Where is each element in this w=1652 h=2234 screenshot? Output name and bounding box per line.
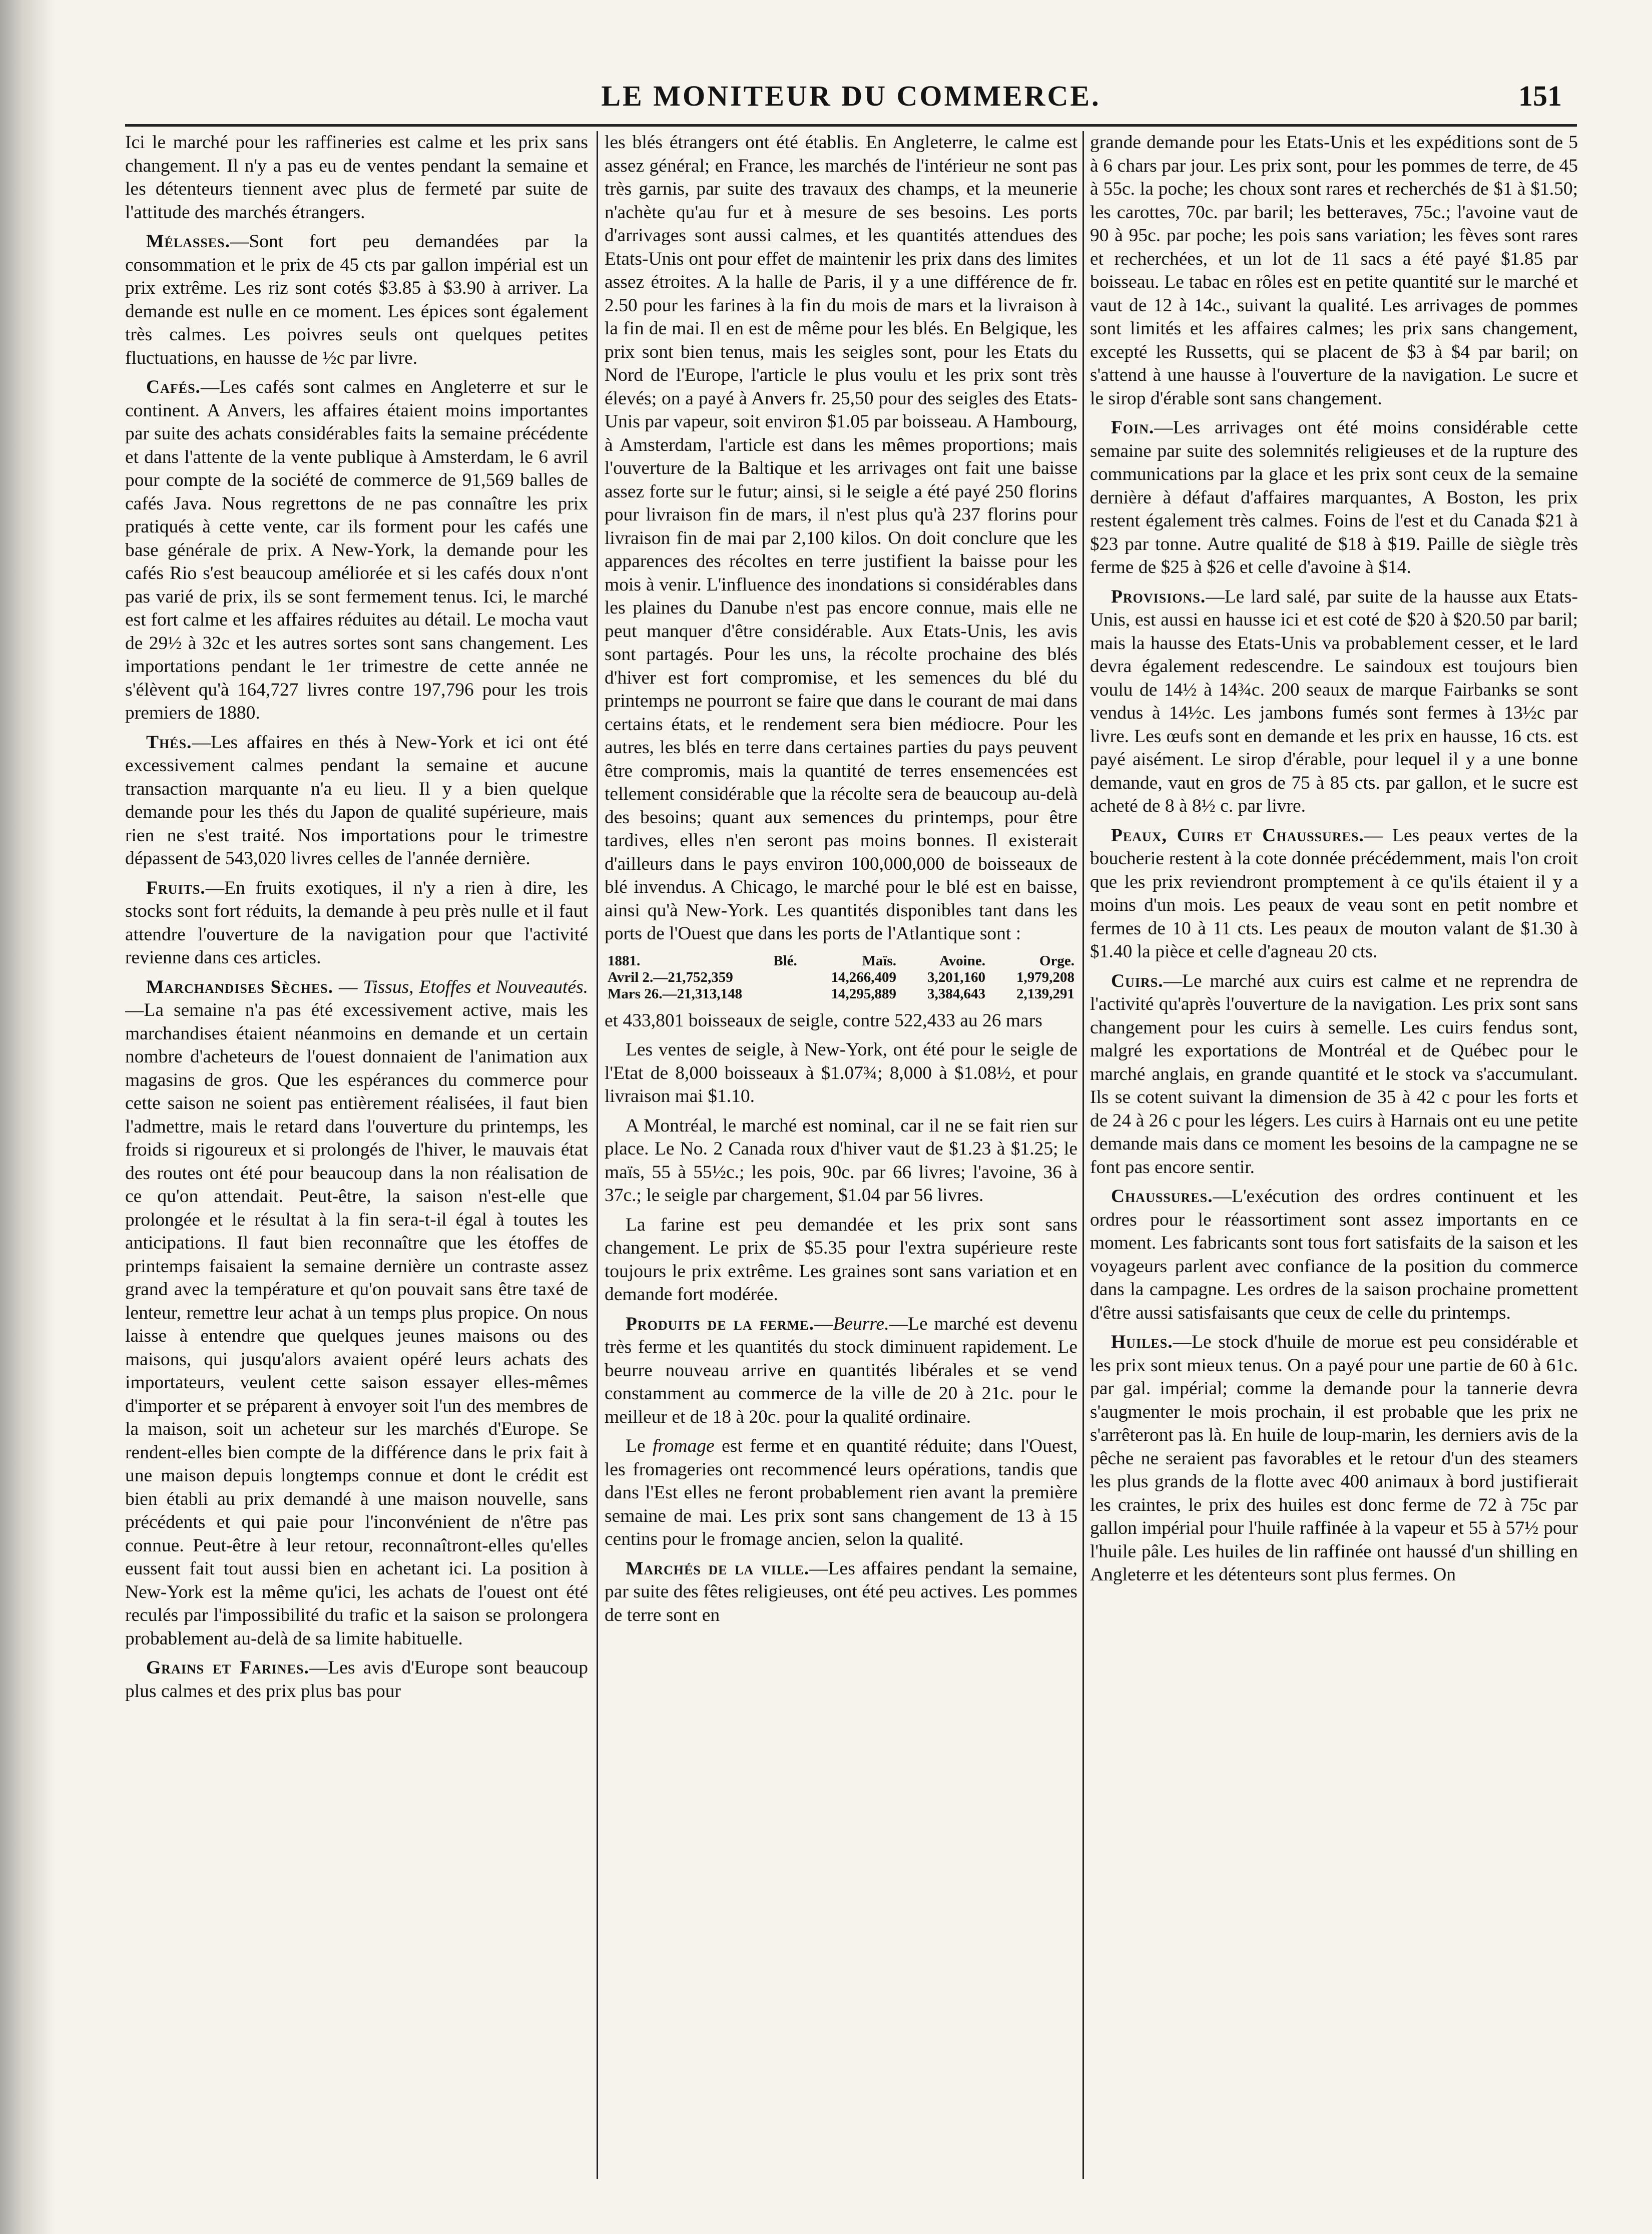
section-text: —Les affaires en thés à New-York et ici ont été excessivement calmes pendant la semaine et aucune transaction marquante n'a eu lieu. Il y a bien quelque demande pour les thés du Japon de qualité supérieure, mais rien ne s'est traité. Nos importations pour le trimestre dépassent de 543,020 livres celles de l'année dernière.: [125, 732, 588, 869]
section-head-marches-ville: Marchés de la ville.: [626, 1558, 810, 1579]
header-rule: [125, 124, 1577, 127]
table-row: [605, 969, 1077, 986]
section-text: — Les peaux vertes de la boucherie restent à la cote donnée précédemment, mais l'on croit que les prix reviendront promptement à ce qu'ils étaient il y a moins d'un mois. Les peaux de veau sont en petit nombre et fermes de 10 à 11 cts. Les peaux de mouton valant de $1.30 à $1.40 la pièce et celle d'agneau 20 cts.: [1090, 825, 1578, 962]
table-header: Orge.: [1039, 952, 1074, 969]
column-divider: [1082, 131, 1084, 2179]
paragraph-marchandises: Marchandises Sèches. — Tissus, Etoffes et Nouveautés.—La semaine n'a pas été excessivement active, mais les marchandises étaient néanmoins en demande et un certain nombre d'acheteurs de l'ouest donnaient de l'animation aux magasins de gros. Que les espérances du commerce pour cette saison ne soient pas entièrement réalisées, il faut bien l'admettre, mais le retard dans l'ouverture du printemps, les froids si rigoureux et si prolongés de l'hiver, le mauvais état des routes ont été pour beaucoup dans la non réalisation de ce qu'on attendait. Peut-être, la saison n'est-elle que prolongée et le résultat à la fin sera-t-il égal à toutes les anticipations. Il faut bien reconnaître que les étoffes de printemps faisaient la semaine dernière un contraste assez grand avec la température et qu'on pouvait sans être taxé de lenteur, remettre leur achat à un temps plus propice. On nous laisse à entendre que quelques jeunes maisons ou des maisons, qui jusqu'alors avaient opéré leurs achats des importateurs, veulent cette saison essayer elles-mêmes d'importer et se préparent à envoyer soit l'un des membres de la maison, soit un acheteur sur les marchés d'Europe. Se rendent-elles bien compte de la différence dans le prix fait à une maison depuis longtemps connue et dont le crédit est bien établi au prix demandé à une maison nouvelle, sans précédents et qui paie pour l'inconvénient de n'être pas connue. Peut-être à leur retour, reconnaîtront-elles qu'elles eussent fait tout aussi bien en achetant ici. La position à New-York est la même qu'ici, les achats de l'ouest ont été reculés par l'impossibilité du trafic et la saison se prolongera probablement au-delà de sa limite habituelle.: [125, 976, 588, 1649]
section-text: —Le stock d'huile de morue est peu considérable et les prix sont mieux tenus. On a payé pour une partie de 60 à 61c. par gal. impérial; comme la demande pour la tannerie devra s'augmenter le mois prochain, il est probable que les prix ne s'arrêteront pas là. En huile de loup-marin, les derniers avis de la pêche ne seraient pas favorables et le retour d'un des steamers les plus grands de la flotte avec 400 animaux à bord justifierait les craintes, le prix des huiles est donc ferme de 72 à 75c par gallon impérial pour l'huile raffinée à la vapeur et 55 à 57½ pour l'huile pâle. Les huiles de lin raffinée ont haussé d'un shilling en Angleterre et les détenteurs sont plus fermes. On: [1090, 1332, 1578, 1585]
section-head-grains: Grains et Farines.: [146, 1657, 309, 1678]
grain-stock-table: [605, 953, 1077, 1002]
paragraph-melasses: [125, 230, 588, 370]
section-text: —Les avis d'Europe sont beaucoup plus calmes et des prix plus bas pour: [125, 1657, 588, 1702]
section-text: —Les affaires pendant la semaine, par suite des fêtes religieuses, ont été peu actives. Les pommes de terre sont en: [605, 1558, 1077, 1625]
section-text: —La semaine n'a pas été excessivement active, mais les marchandises étaient néanmoins en demande et un certain nombre d'acheteurs de l'ouest donnaient de l'animation aux magasins de gros. Que les espérances du commerce pour cette saison ne soient pas entièrement réalisées, il faut bien l'admettre, mais le retard dans l'ouverture du printemps, les froids si rigoureux et si prolongés de l'hiver, le mauvais état des routes ont été pour beaucoup dans la non réalisation de ce qu'on attendait. Peut-être, la saison n'est-elle que prolongée et le résultat à la fin sera-t-il égal à toutes les anticipations. Il faut bien reconnaître que les étoffes de printemps faisaient la semaine dernière un contraste assez grand avec la température et qu'on pouvait sans être taxé de lenteur, remettre leur achat à un temps plus propice. On nous laisse à entendre que quelques jeunes maisons ou des maisons, qui jusqu'alors avaient opéré leurs achats des importateurs, veulent cette saison essayer elles-mêmes d'importer et se préparent à envoyer soit l'un des membres de la maison, soit un acheteur sur les marchés d'Europe. Se rendent-elles bien compte de la différence dans le prix fait à une maison depuis longtemps connue et dont le crédit est bien établi au prix demandé à une maison nouvelle, sans précédents et qui paie pour l'inconvénient de n'être pas connue. Peut-être à leur retour, reconnaîtront-elles qu'elles eussent fait tout aussi bien en achetant ici. La position à New-York est la même qu'ici, les achats de l'ouest ont été reculés par l'impossibilité du trafic et la saison se prolongera probablement au-delà de sa limite habituelle.: [125, 1000, 588, 1649]
section-subhead-tissus: Tissus, Etoffes et Nouveautés.: [363, 976, 588, 997]
paragraph-provisions: [1090, 586, 1578, 818]
column-divider: [597, 131, 598, 2179]
table-cell: 3,201,160: [927, 969, 985, 985]
column-2: [605, 131, 1077, 2179]
paragraph-montreal: A Montréal, le marché est nominal, car il ne se fait rien sur place. Le No. 2 Canada roux d'hiver vaut de $1.23 à $1.25; le maïs, 55 à 55½c.; les pois, 90c. par 66 livres; l'avoine, 36 à 37c.; le seigle par chargement, $1.04 par 56 livres.: [605, 1115, 1077, 1206]
paragraph-peaux: [1090, 824, 1578, 964]
section-head-huiles: Huiles.: [1111, 1332, 1173, 1352]
section-head-thes: Thés.: [146, 732, 192, 753]
page-number: 151: [1518, 80, 1562, 112]
section-head-cafes: Cafés.: [146, 377, 201, 397]
section-head-fruits: Fruits.: [146, 877, 206, 898]
paragraph-grains: [125, 1656, 588, 1703]
table-cell: 3,384,643: [927, 985, 985, 1002]
table-header: 1881.: [608, 952, 641, 969]
table-header: Avoine.: [939, 952, 985, 969]
section-text: —Les cafés sont calmes en Angleterre et sur le continent. A Anvers, les affaires étaient moins importantes par suite des achats considérables faits la semaine précédente et dans l'attente de la vente publique à Amsterdam, le 6 avril pour compte de la société de commerce de 91,569 balles de cafés Java. Nous regrettons de ne pas connaître les prix pratiqués à cette vente, car ils forment pour les cafés une base générale de prix. A New-York, la demande pour les cafés Rio s'est beaucoup améliorée et si les cafés doux n'ont pas varié de prix, ils se sont fermement tenus. Ici, le marché est fort calme et les affaires réduites au détail. Le mocha vaut de 29½ à 32c et les autres sortes sont sans changement. Les importations pendant le 1er trimestre de cette année ne s'élèvent qu'à 164,727 livres contre 197,796 pour les trois premiers de 1880.: [125, 377, 588, 723]
scan-edge-shadow: [0, 0, 55, 2234]
section-head-foin: Foin.: [1111, 417, 1155, 438]
word-fromage: fromage: [653, 1436, 715, 1456]
paragraph-cuirs: [1090, 970, 1578, 1180]
section-text: —Le marché est devenu très ferme et les quantités du stock diminuent rapidement. Le beurre nouveau arrive en quantités libérales et se vend constamment au commerce de la ville de 20 à 21c. pour le meilleur et de 18 à 20c. pour la qualité ordinaire.: [605, 1313, 1077, 1427]
paragraph-pommes-de-terre: grande demande pour les Etats-Unis et les expéditions sont de 5 à 6 chars par jour. Les prix sont, pour les pommes de terre, de 45 à 55c. la poche; les choux sont rares et recherchés de $1 à $1.50; les carottes, 70c. par baril; les betteraves, 75c.; l'avoine vaut de 90 à 95c. par poche; les pois sans variation; les fèves sont rares et recherchées, et un lot de 11 sacs a été payé $1.85 par boisseau. Le tabac en rôles est en petite quantité sur le marché et vaut de 12 à 14c., suivant la qualité. Les arrivages de pommes sont limités et les affaires calmes; les prix sans changement, excepté les Russetts, qui se placent de $3 à $4 par baril; on s'attend à une hausse à l'ouverture de la navigation. Le sucre et le sirop d'érable sont sans changement.: [1090, 132, 1578, 409]
section-head-marchandises: Marchandises Sèches.: [146, 976, 333, 997]
page-header: [125, 75, 1577, 116]
table-cell: Mars 26.—21,313,148: [608, 985, 743, 1002]
table-row: [605, 986, 1077, 1002]
paragraph-fruits: [125, 877, 588, 970]
newspaper-title: LE MONITEUR DU COMMERCE.: [601, 80, 1101, 112]
paragraph-thes: [125, 731, 588, 871]
table-cell: 14,295,889: [831, 985, 896, 1002]
section-subhead-beurre: Beurre.: [833, 1313, 889, 1334]
paragraph-fromage: [605, 1435, 1077, 1551]
section-text: —Le marché aux cuirs est calme et ne reprendra de l'activité qu'après l'ouverture de la navigation. Les prix sont sans changement pour les cuirs à semelle. Les cuirs fendus sont, malgré les exportations de Montréal et de Québec pour le marché anglais, en grande quantité et le stock va s'accumulant. Ils se cotent suivant la dimension de 35 à 42 c pour les forts et de 24 à 26 c pour les légers. Les cuirs à Harnais ont eu une petite demande mais dans ce moment les besoins de la campagne ne se font pas encore sentir.: [1090, 970, 1578, 1178]
table-header-row: [605, 953, 1077, 969]
section-head-provisions: Provisions.: [1111, 586, 1206, 607]
paragraph-foin: [1090, 416, 1578, 580]
section-text: —Le lard salé, par suite de la hausse aux Etats-Unis, est aussi en hausse ici et est coté de $20 à $20.50 par baril; mais la hausse des Etats-Unis va probablement cesser, et le lard devra également redescendre. Le saindoux est toujours bien voulu de 14½ à 14¾c. 200 seaux de marque Fairbanks se sont vendus à 14½c. Les jambons fumés sont fermes à 13½c par livre. Les œufs sont en demande et les prix en hausse, 16 cts. est payé aisément. Le sirop d'érable, pour lequel il y a une bonne demande, vaut en gros de 75 à 85 cts. par gallon, et le sucre est acheté de 8 à 8½ c. par livre.: [1090, 586, 1578, 816]
column-3: [1090, 131, 1578, 2179]
paragraph-bles: les blés étrangers ont été établis. En Angleterre, le calme est assez général; en France, les marchés de l'intérieur ne sont pas très garnis, par suite des travaux des champs, et la meunerie n'achète qu'au fur et à mesure de ses besoins. Les ports d'arrivages sont aussi calmes, et les quantités attendues des Etats-Unis ont pour effet de maintenir les prix dans des limites assez étroites. A la halle de Paris, il y a une différence de fr. 2.50 pour les farines à la fin du mois de mars et la livraison à la fin de mai. Il en est de même pour les blés. En Belgique, les prix sont bien tenus, mais les seigles sont, pour les Etats du Nord de l'Europe, l'article le plus voulu et les prix sont très élevés; on a payé à Anvers fr. 25,50 pour des seigles des Etats-Unis par vapeur, soit environ $1.05 par boisseau. A Hambourg, à Amsterdam, l'article est dans les mêmes proportions; mais l'ouverture de la Baltique et les arrivages ont fait une baisse assez forte sur le futur; ainsi, si le seigle a été payé 250 florins pour livraison fin de mars, il n'est plus qu'à 237 florins pour livraison fin de mai par 2,100 kilos. On doit conclure que les apparences des récoltes en terre justifient la baisse pour les mois à venir. L'influence des inondations si considérables dans les plaines du Danube n'est pas encore connue, mais elle ne peut manquer d'être considérable. Aux Etats-Unis, les avis sont partagés. Pour les uns, la récolte prochaine des blés d'hiver est fort compromise, et les semences du blé du printemps ne pourront se faire que dans le courant de mai dans certains états, et le rendement sera bien médiocre. Pour les autres, les blés en terre dans certaines parties du pays peuvent être compromis, mais la quantité de terres ensemencées est tellement considérable que la récolte sera de beaucoup au-delà des besoins; quant aux semences du printemps, pour être tardives, elles n'en seront pas moins bonnes. Il existerait d'ailleurs dans le pays environ 100,000,000 de boisseaux de blé invendus. A Chicago, le marché pour le blé est en baisse, ainsi qu'à New-York. Les quantités disponibles tant dans les ports de l'Ouest que dans les ports de l'Atlantique sont :: [605, 132, 1077, 944]
section-text: Le: [626, 1436, 653, 1456]
paragraph-chaussures: [1090, 1185, 1578, 1325]
section-head-chaussures: Chaussures.: [1111, 1186, 1213, 1207]
section-text: —L'exécution des ordres continuent et les ordres pour le réassortiment sont assez importants en ce moment. Les fabricants sont tous fort satisfaits de la saison et les voyageurs parlent avec confiance de la position du commerce dans la campagne. Les ordres de la saison prochaine promettent d'être aussi satisfaisants que ceux de celle du printemps.: [1090, 1186, 1578, 1323]
section-head-produits: Produits de la ferme.: [626, 1313, 814, 1334]
paragraph-seigle-total: et 433,801 boisseaux de seigle, contre 522,433 au 26 mars: [605, 1010, 1042, 1031]
section-text: —Les arrivages ont été moins considérable cette semaine par suite des solemnités religieuses et de la rupture des communications par la glace et les prix sont ceux de la semaine dernière à défaut d'affaires marquantes, A Boston, les prix restent également très calmes. Foins de l'est et du Canada $21 à $23 par tonne. Autre qualité de $18 à $19. Paille de siègle très ferme de $25 à $26 et celle d'avoine à $14.: [1090, 417, 1578, 578]
paragraph-farine: La farine est peu demandée et les prix sont sans changement. Le prix de $5.35 pour l'extra supérieure reste toujours le prix extrême. Les graines sont sans variation et en demande fort modérée.: [605, 1214, 1077, 1305]
paragraph-raffineries: Ici le marché pour les raffineries est calme et les prix sans changement. Il n'y a pas eu de ventes pendant la semaine et les détenteurs tiennent avec plus de fermeté par suite de l'attitude des marchés étrangers.: [125, 132, 588, 223]
section-text: —Sont fort peu demandées par la consommation et le prix de 45 cts par gallon impérial est un prix extrême. Les riz sont cotés $3.85 à $3.90 à arriver. La demande est nulle en ce moment. Les épices sont également très calmes. Les poivres seuls ont quelques petites fluctuations, en hausse de ½c par livre.: [125, 231, 588, 368]
table-cell: 14,266,409: [831, 969, 896, 985]
column-1: [125, 131, 588, 2179]
table-header: Blé.: [773, 952, 797, 969]
paragraph-seigle-newyork: Les ventes de seigle, à New-York, ont été pour le seigle de l'Etat de 8,000 boisseaux à $1.07¾; 8,000 à $1.08½, et pour livraison mai $1.10.: [605, 1039, 1077, 1106]
section-text: —En fruits exotiques, il n'y a rien à dire, les stocks sont fort réduits, la demande à peu près nulle et il faut attendre l'ouverture de la navigation pour que l'activité revienne dans ces articles.: [125, 877, 588, 968]
section-head-cuirs: Cuirs.: [1111, 970, 1164, 991]
table-header: Maïs.: [862, 952, 896, 969]
table-cell: Avril 2.—21,752,359: [608, 969, 733, 985]
section-text: est ferme et en quantité réduite; dans l'Ouest, les fromageries ont recommencé leurs opérations, tandis que dans l'Est elles ne feront probablement rien avant la première semaine de mai. Les prix sont sans changement de 13 à 15 centins pour le fromage ancien, selon la qualité.: [605, 1436, 1077, 1549]
paragraph-marches-ville: [605, 1557, 1077, 1627]
paragraph-produits: Produits de la ferme.—Beurre.—Le marché est devenu très ferme et les quantités du stock diminuent rapidement. Le beurre nouveau arrive en quantités libérales et se vend constamment au commerce de la ville de 20 à 21c. pour le meilleur et de 18 à 20c. pour la qualité ordinaire.: [605, 1313, 1077, 1427]
section-head-melasses: Mélasses.: [146, 231, 230, 252]
table-cell: 1,979,208: [1016, 969, 1074, 985]
table-cell: 2,139,291: [1016, 985, 1074, 1002]
paragraph-huiles: [1090, 1331, 1578, 1587]
section-head-peaux: Peaux, Cuirs et Chaussures.: [1111, 825, 1364, 846]
paragraph-cafes: [125, 376, 588, 725]
